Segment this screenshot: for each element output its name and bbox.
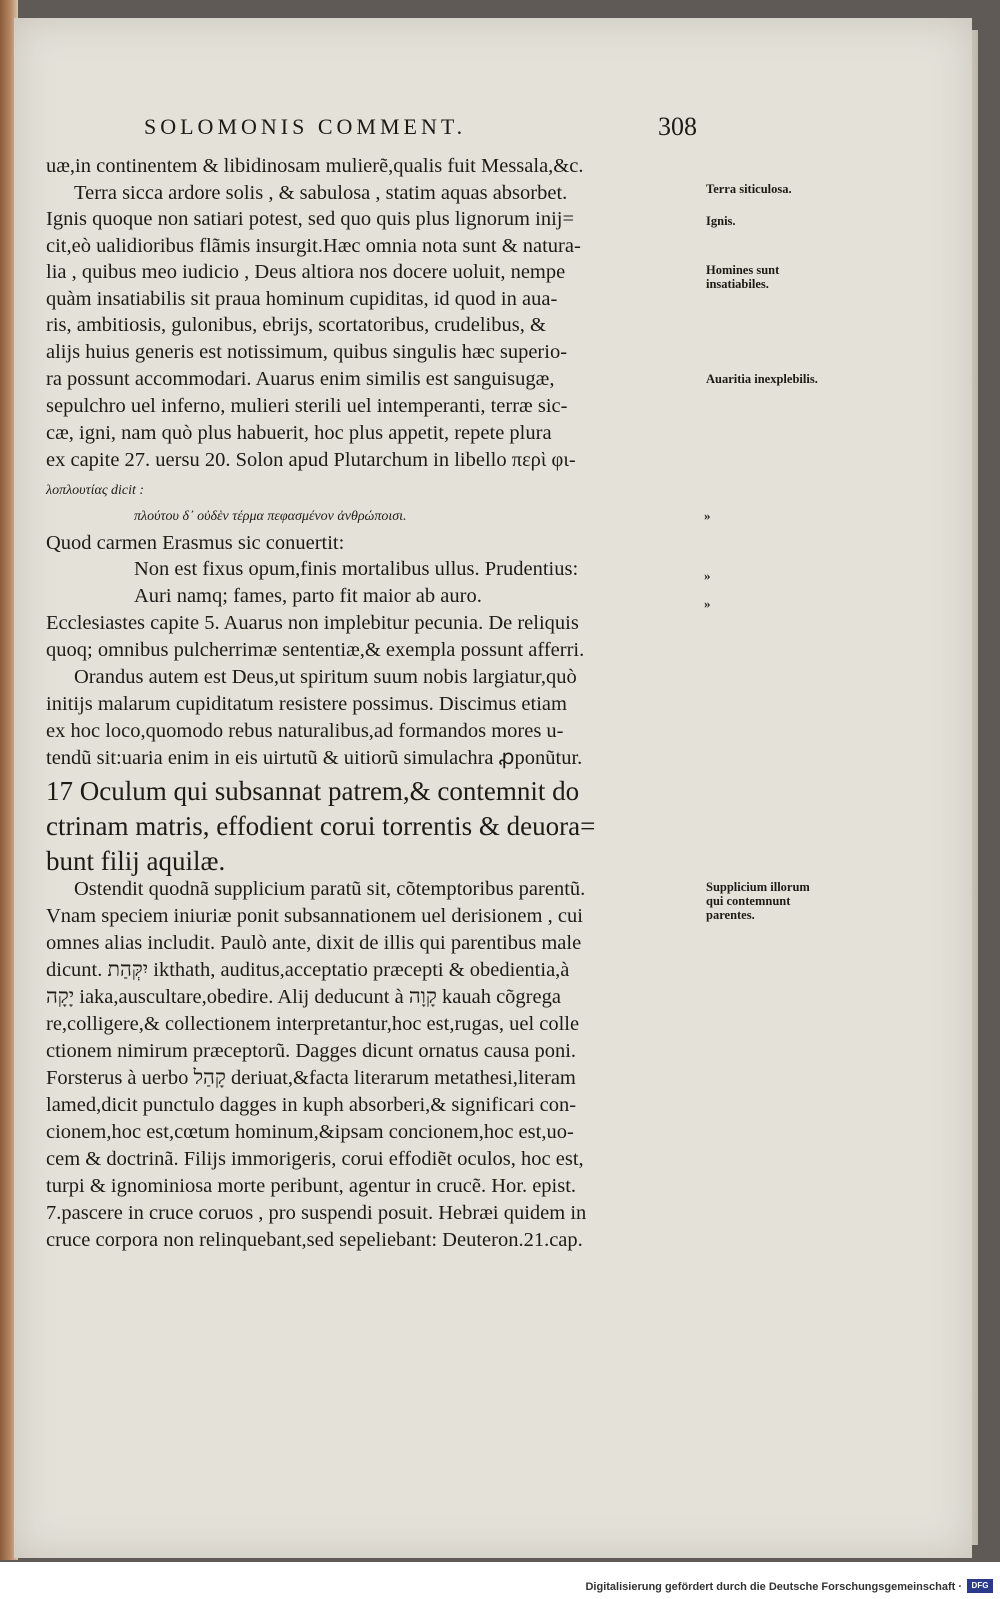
text-line: uæ,in continentem & libidinosam mulierẽ,qualis fuit Messala,&c. <box>46 155 584 177</box>
text-line: Forsterus à uerbo קָהַל deriuat,&facta literarum metathesi,literam <box>46 1067 576 1089</box>
running-title: SOLOMONIS COMMENT. <box>144 114 467 139</box>
text-line: alijs huius generis est notissimum, quibus singulis hæc superio- <box>46 341 568 363</box>
dfg-logo-icon: DFG <box>967 1579 993 1593</box>
quotation-mark: » <box>704 508 711 523</box>
verse-heading: bunt filij aquilæ. <box>46 846 226 876</box>
verse-heading: ctrinam matris, effodient corui torrentis & deuora= <box>46 811 596 841</box>
text-line: Ecclesiastes capite 5. Auarus non implebitur pecunia. De reliquis <box>46 612 579 634</box>
text-line: initijs malarum cupiditatum resistere possimus. Discimus etiam <box>46 693 567 715</box>
text-line: cit,eò ualidioribus flãmis insurgit.Hæc omnia nota sunt & natura- <box>46 235 581 257</box>
text-line: cem & doctrinã. Filijs immorigeris, corui effodiẽt oculos, hoc est, <box>46 1148 584 1170</box>
text-line: cionem,hoc est,cœtum hominum,&ipsam concionem,hoc est,uo- <box>46 1121 574 1143</box>
verse-line: Auri namq; fames, parto fit maior ab auro. <box>134 585 482 607</box>
text-line: Ostendit quodnã supplicium paratũ sit, cõtemptoribus parentũ. <box>74 878 586 900</box>
marginal-note: Ignis. <box>706 214 736 228</box>
marginal-note: Supplicium illorum qui contemnunt parentes. <box>706 880 810 922</box>
text-line: turpi & ignominiosa morte peribunt, agentur in crucẽ. Hor. epist. <box>46 1175 577 1197</box>
text-line: lia , quibus meo iudicio , Deus altiora nos docere uoluit, nempe <box>46 261 566 283</box>
text-line: ctionem nimirum præceptorũ. Dagges dicunt ornatus causa poni. <box>46 1040 577 1062</box>
text-line: quoq; omnibus pulcherrimæ sententiæ,& exempla possunt afferri. <box>46 639 585 661</box>
verse-line: Non est fixus opum,finis mortalibus ullus. Prudentius: <box>134 558 579 580</box>
text-line: re,colligere,& collectionem interpretantur,hoc est,rugas, uel colle <box>46 1013 580 1035</box>
text-line: Orandus autem est Deus,ut spiritum suum nobis largiatur,quò <box>74 666 577 688</box>
verse-heading: 17 Oculum qui subsannat patrem,& contemnit do <box>46 776 580 806</box>
text-line: יָקָה iaka,auscultare,obedire. Alij deducunt à קָוָה kauah cõgrega <box>46 986 561 1008</box>
text-line: Ignis quoque non satiari potest, sed quo quis plus lignorum inij= <box>46 208 575 230</box>
text-line: cruce corpora non relinquebant,sed sepeliebant: Deuteron.21.cap. <box>46 1229 583 1251</box>
text-line: ex capite 27. uersu 20. Solon apud Plutarchum in libello περὶ φι- <box>46 449 576 471</box>
text-line: cæ, igni, nam quò plus habuerit, hoc plus appetit, repete plura <box>46 422 552 444</box>
text-line: Vnam speciem iniuriæ ponit subsannationem uel derisionem , cui <box>46 905 583 927</box>
greek-verse: πλούτου δ᾽ οὐδὲν τέρμα πεφασμένον ἀνθρώποισι. <box>134 509 407 524</box>
text-line: ex hoc loco,quomodo rebus naturalibus,ad formandos mores u- <box>46 720 564 742</box>
text-line: 7.pascere in cruce coruos , pro suspendi posuit. Hebræi quidem in <box>46 1202 587 1224</box>
footer-credit: Digitalisierung gefördert durch die Deutsche Forschungsgemeinschaft · <box>585 1581 962 1593</box>
text-line: tendũ sit:uaria enim in eis uirtutũ & uitiorũ simulachra ꝓponũtur. <box>46 747 583 769</box>
marginal-note: Terra siticulosa. <box>706 182 792 196</box>
quotation-mark: » <box>704 568 711 583</box>
page-number: 308 <box>658 112 697 141</box>
text-line: omnes alias includit. Paulò ante, dixit de illis qui parentibus male <box>46 932 582 954</box>
text-line: sepulchro uel inferno, mulieri sterili uel intemperanti, terræ sic- <box>46 395 568 417</box>
text-line: quàm insatiabilis sit praua hominum cupiditas, id quod in aua- <box>46 288 558 310</box>
text-line: ris, ambitiosis, gulonibus, ebrijs, scortatoribus, crudelibus, & <box>46 314 546 336</box>
marginal-note: Auaritia inexplebilis. <box>706 372 818 386</box>
text-line: Quod carmen Erasmus sic conuertit: <box>46 532 345 554</box>
text-line: Terra sicca ardore solis , & sabulosa , statim aquas absorbet. <box>74 182 568 204</box>
text-line: dicunt. יִקְּהַת ikthath, auditus,acceptatio præcepti & obedientia,à <box>46 959 570 981</box>
text-line: lamed,dicit punctulo dagges in kuph absorberi,& significari con- <box>46 1094 577 1116</box>
marginal-note: Homines sunt insatiabiles. <box>706 263 780 291</box>
quotation-mark: » <box>704 596 711 611</box>
text-line: ra possunt accommodari. Auarus enim similis est sanguisugæ, <box>46 368 555 390</box>
text-line: λοπλουτίας dicit : <box>46 483 145 498</box>
